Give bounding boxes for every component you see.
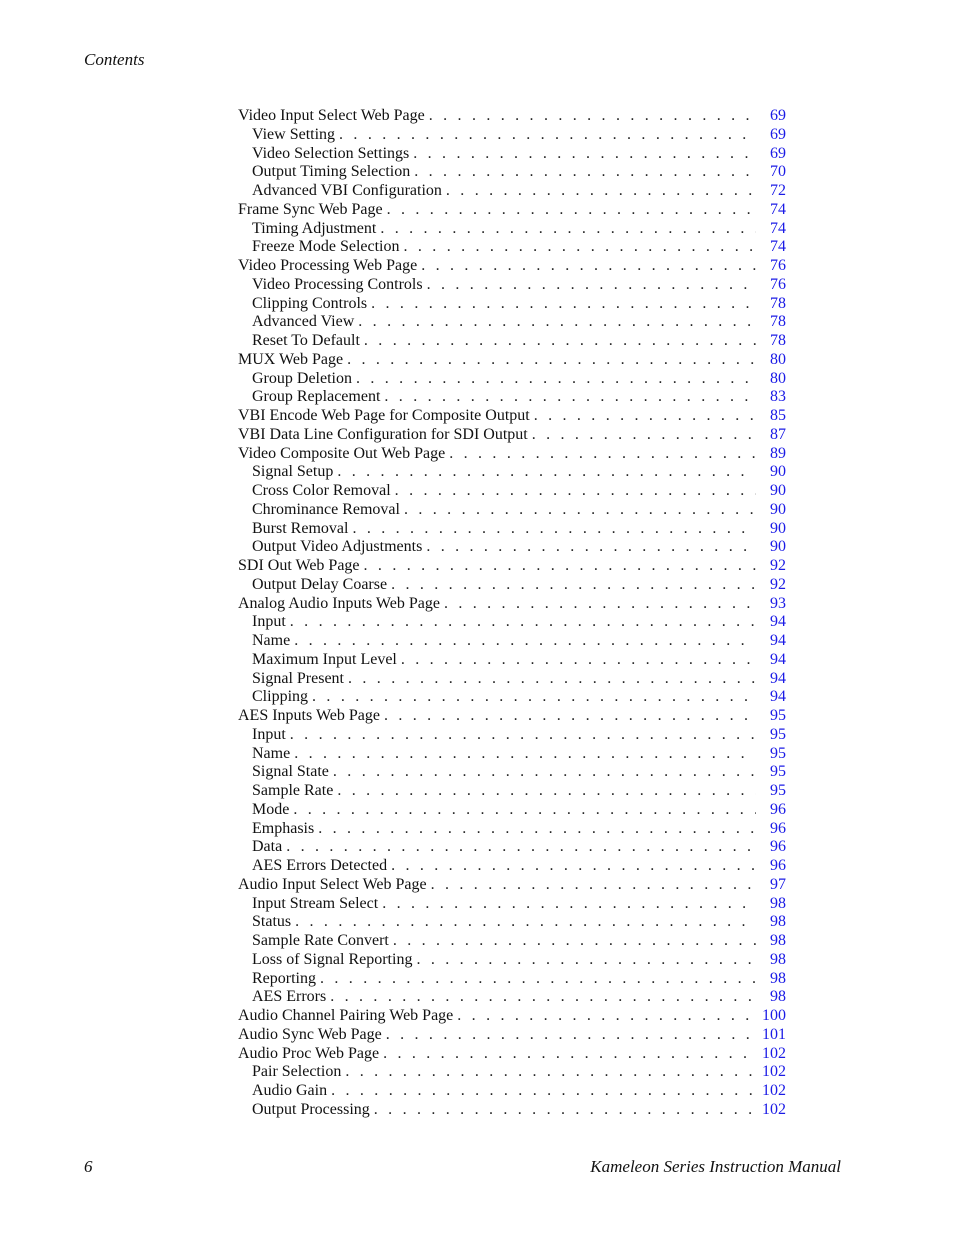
- toc-entry[interactable]: [238, 388, 786, 407]
- toc-entry[interactable]: [238, 745, 786, 764]
- toc-entry-page-link[interactable]: 70: [770, 163, 786, 181]
- toc-entry-page-link[interactable]: 98: [770, 988, 786, 1006]
- toc-entry[interactable]: [238, 276, 786, 295]
- toc-entry-page-link[interactable]: 74: [770, 219, 786, 237]
- dot-leader: [404, 501, 756, 520]
- toc-entry-page-link[interactable]: 97: [770, 875, 786, 893]
- toc-entry[interactable]: [238, 463, 786, 482]
- toc-entry-page-link[interactable]: 83: [770, 388, 786, 406]
- dot-leader: [431, 876, 756, 895]
- toc-entry[interactable]: [238, 1063, 786, 1082]
- toc-entry[interactable]: [238, 220, 786, 239]
- toc-entry[interactable]: [238, 182, 786, 201]
- toc-entry[interactable]: [238, 201, 786, 220]
- toc-entry-title: Group Deletion: [252, 369, 352, 387]
- toc-entry[interactable]: [238, 670, 786, 689]
- toc-entry-title: Sample Rate Convert: [252, 932, 389, 949]
- dot-leader: [413, 145, 756, 164]
- toc-entry-title: Clipping Controls: [252, 294, 368, 312]
- toc-entry[interactable]: [238, 351, 786, 370]
- toc-entry-title: Output Processing: [252, 1100, 370, 1118]
- dot-leader: [286, 838, 756, 857]
- toc-entry-page-link[interactable]: 69: [770, 107, 786, 124]
- dot-leader: [290, 613, 756, 632]
- dot-leader: [391, 857, 756, 876]
- toc-entry[interactable]: [238, 1045, 786, 1064]
- toc-entry-title: Name: [252, 632, 291, 649]
- toc-entry[interactable]: [238, 801, 786, 820]
- dot-leader: [364, 557, 756, 576]
- toc-entry-page-link[interactable]: 102: [762, 1063, 786, 1081]
- toc-entry-page-link[interactable]: 90: [770, 500, 786, 518]
- dot-leader: [337, 782, 756, 801]
- dot-leader: [318, 820, 756, 839]
- dot-leader: [358, 313, 756, 332]
- toc-entry-title: Advanced VBI Configuration: [252, 182, 442, 199]
- dot-leader: [295, 913, 756, 932]
- toc-entry[interactable]: [238, 988, 786, 1007]
- dot-leader: [532, 426, 756, 445]
- toc-entry-title: AES Inputs Web Page: [238, 707, 380, 724]
- table-of-contents: [238, 107, 786, 1120]
- toc-entry-page-link[interactable]: 98: [770, 932, 786, 949]
- dot-leader: [320, 970, 756, 989]
- toc-entry-page-link[interactable]: 72: [770, 182, 786, 199]
- toc-entry-page-link[interactable]: 94: [770, 688, 786, 706]
- toc-entry-title: Advanced View: [252, 313, 355, 331]
- toc-entry-title: Signal Setup: [252, 463, 334, 481]
- toc-entry-page-link[interactable]: 98: [770, 950, 786, 968]
- toc-entry-page-link[interactable]: 87: [770, 425, 786, 443]
- toc-entry[interactable]: [238, 782, 786, 801]
- dot-leader: [380, 220, 756, 239]
- toc-entry[interactable]: [238, 163, 786, 182]
- toc-entry-page-link[interactable]: 69: [770, 125, 786, 143]
- toc-entry-title: Audio Gain: [252, 1082, 328, 1099]
- toc-entry-title: Output Video Adjustments: [252, 538, 423, 556]
- toc-entry[interactable]: [238, 688, 786, 707]
- toc-entry-title: Maximum Input Level: [252, 650, 397, 668]
- dot-leader: [395, 482, 756, 501]
- dot-leader: [345, 1063, 756, 1082]
- toc-entry-page-link[interactable]: 90: [770, 463, 786, 481]
- toc-entry-title: Sample Rate: [252, 782, 334, 799]
- toc-entry-page-link[interactable]: 101: [762, 1025, 786, 1043]
- toc-entry-page-link[interactable]: 98: [770, 913, 786, 931]
- page-number: 6: [84, 1157, 93, 1176]
- dot-leader: [449, 445, 756, 464]
- dot-leader: [446, 182, 756, 201]
- toc-entry-title: Analog Audio Inputs Web Page: [238, 594, 440, 612]
- toc-entry[interactable]: [238, 107, 786, 126]
- dot-leader: [534, 407, 756, 426]
- toc-entry-page-link[interactable]: 95: [770, 763, 786, 781]
- dot-leader: [427, 276, 756, 295]
- dot-leader: [330, 988, 756, 1007]
- dot-leader: [294, 632, 756, 651]
- toc-entry-page-link[interactable]: 76: [770, 257, 786, 274]
- toc-entry-title: Input: [252, 725, 286, 743]
- toc-entry-page-link[interactable]: 95: [770, 744, 786, 762]
- toc-entry[interactable]: [238, 595, 786, 614]
- dot-leader: [384, 388, 756, 407]
- toc-entry[interactable]: [238, 576, 786, 595]
- toc-entry-title: Video Composite Out Web Page: [238, 444, 446, 462]
- toc-entry-page-link[interactable]: 96: [770, 800, 786, 818]
- toc-entry-title: Pair Selection: [252, 1063, 342, 1081]
- toc-entry-page-link[interactable]: 95: [770, 707, 786, 724]
- toc-entry[interactable]: [238, 538, 786, 557]
- toc-entry-title: Audio Input Select Web Page: [238, 875, 427, 893]
- dot-leader: [414, 163, 756, 182]
- toc-entry-title: Loss of Signal Reporting: [252, 950, 413, 968]
- dot-leader: [293, 801, 756, 820]
- toc-entry-page-link[interactable]: 102: [762, 1082, 786, 1099]
- toc-entry-page-link[interactable]: 94: [770, 632, 786, 649]
- toc-entry-title: Video Processing Web Page: [238, 257, 418, 274]
- toc-entry[interactable]: [238, 520, 786, 539]
- dot-leader: [444, 595, 756, 614]
- toc-entry-title: Video Selection Settings: [252, 144, 410, 162]
- toc-entry-title: Signal Present: [252, 669, 344, 687]
- running-header: Contents: [84, 50, 145, 69]
- toc-entry-title: Freeze Mode Selection: [252, 238, 400, 256]
- toc-entry-title: Chrominance Removal: [252, 500, 400, 518]
- toc-entry-page-link[interactable]: 69: [770, 144, 786, 162]
- dot-leader: [371, 295, 756, 314]
- toc-entry-page-link[interactable]: 94: [770, 613, 786, 631]
- dot-leader: [393, 932, 756, 951]
- toc-entry-title: Timing Adjustment: [252, 219, 377, 237]
- toc-entry[interactable]: [238, 970, 786, 989]
- toc-entry-page-link[interactable]: 95: [770, 782, 786, 799]
- toc-entry-page-link[interactable]: 90: [770, 482, 786, 499]
- toc-entry[interactable]: [238, 632, 786, 651]
- toc-entry[interactable]: [238, 707, 786, 726]
- toc-entry-page-link[interactable]: 90: [770, 519, 786, 537]
- toc-entry-title: MUX Web Page: [238, 350, 344, 368]
- dot-leader: [416, 951, 756, 970]
- dot-leader: [404, 238, 757, 257]
- toc-entry[interactable]: [238, 1082, 786, 1101]
- dot-leader: [364, 332, 756, 351]
- toc-entry-title: Name: [252, 744, 291, 762]
- dot-leader: [339, 126, 756, 145]
- toc-entry-title: VBI Data Line Configuration for SDI Output: [238, 425, 528, 443]
- toc-entry-title: VBI Encode Web Page for Composite Output: [238, 407, 530, 424]
- toc-entry-title: Input: [252, 613, 286, 631]
- toc-entry-page-link[interactable]: 98: [770, 969, 786, 987]
- toc-entry-page-link[interactable]: 92: [770, 557, 786, 574]
- toc-entry-title: Reporting: [252, 969, 316, 987]
- toc-entry-title: Output Delay Coarse: [252, 575, 388, 593]
- toc-entry-title: SDI Out Web Page: [238, 557, 360, 574]
- toc-entry-title: Signal State: [252, 763, 329, 781]
- toc-entry-title: Status: [252, 913, 292, 931]
- toc-entry[interactable]: [238, 838, 786, 857]
- toc-entry-page-link[interactable]: 100: [762, 1007, 786, 1024]
- toc-entry[interactable]: [238, 445, 786, 464]
- dot-leader: [387, 201, 756, 220]
- toc-entry[interactable]: [238, 932, 786, 951]
- toc-entry-page-link[interactable]: 96: [770, 838, 786, 856]
- toc-entry-title: AES Errors: [252, 988, 327, 1006]
- dot-leader: [382, 895, 756, 914]
- toc-entry-title: Audio Channel Pairing Web Page: [238, 1007, 454, 1024]
- toc-entry-title: Frame Sync Web Page: [238, 200, 383, 218]
- toc-entry[interactable]: [238, 126, 786, 145]
- toc-entry[interactable]: [238, 482, 786, 501]
- toc-entry[interactable]: [238, 426, 786, 445]
- toc-entry-title: View Setting: [252, 125, 336, 143]
- dot-leader: [333, 763, 756, 782]
- toc-entry-page-link[interactable]: 78: [770, 332, 786, 349]
- toc-entry[interactable]: [238, 257, 786, 276]
- dot-leader: [426, 538, 756, 557]
- dot-leader: [290, 726, 756, 745]
- dot-leader: [312, 688, 756, 707]
- toc-entry[interactable]: [238, 370, 786, 389]
- toc-entry-page-link[interactable]: 96: [770, 819, 786, 837]
- toc-entry-page-link[interactable]: 76: [770, 275, 786, 293]
- toc-entry-page-link[interactable]: 96: [770, 857, 786, 874]
- toc-entry-title: Clipping: [252, 688, 309, 706]
- toc-entry-title: Output Timing Selection: [252, 163, 411, 181]
- dot-leader: [356, 370, 756, 389]
- toc-entry[interactable]: [238, 501, 786, 520]
- toc-entry-page-link[interactable]: 90: [770, 538, 786, 556]
- toc-entry[interactable]: [238, 295, 786, 314]
- dot-leader: [347, 351, 756, 370]
- dot-leader: [386, 1026, 756, 1045]
- toc-entry-page-link[interactable]: 102: [762, 1100, 786, 1118]
- toc-entry[interactable]: [238, 332, 786, 351]
- toc-entry-page-link[interactable]: 89: [770, 444, 786, 462]
- toc-entry-page-link[interactable]: 80: [770, 369, 786, 387]
- toc-entry-page-link[interactable]: 93: [770, 594, 786, 612]
- dot-leader: [337, 463, 756, 482]
- dot-leader: [348, 670, 756, 689]
- toc-entry[interactable]: [238, 876, 786, 895]
- dot-leader: [294, 745, 756, 764]
- toc-entry[interactable]: [238, 557, 786, 576]
- toc-entry[interactable]: [238, 1007, 786, 1026]
- toc-entry[interactable]: [238, 613, 786, 632]
- toc-entry-title: Audio Proc Web Page: [238, 1044, 380, 1062]
- toc-entry[interactable]: [238, 895, 786, 914]
- toc-entry[interactable]: [238, 820, 786, 839]
- toc-entry-title: Video Processing Controls: [252, 275, 423, 293]
- toc-entry[interactable]: [238, 913, 786, 932]
- toc-entry-page-link[interactable]: 95: [770, 725, 786, 743]
- toc-entry-page-link[interactable]: 78: [770, 294, 786, 312]
- toc-entry-title: Emphasis: [252, 819, 315, 837]
- dot-leader: [457, 1007, 756, 1026]
- toc-entry-page-link[interactable]: 80: [770, 350, 786, 368]
- toc-entry[interactable]: [238, 857, 786, 876]
- toc-entry[interactable]: [238, 726, 786, 745]
- toc-entry-title: Mode: [252, 800, 290, 818]
- manual-title: Kameleon Series Instruction Manual: [590, 1157, 841, 1176]
- toc-entry[interactable]: [238, 763, 786, 782]
- toc-entry-title: Cross Color Removal: [252, 482, 391, 499]
- toc-entry[interactable]: [238, 951, 786, 970]
- dot-leader: [331, 1082, 756, 1101]
- toc-entry-page-link[interactable]: 85: [770, 407, 786, 424]
- toc-entry-page-link[interactable]: 74: [770, 200, 786, 218]
- dot-leader: [401, 651, 756, 670]
- toc-entry-page-link[interactable]: 94: [770, 650, 786, 668]
- toc-entry-page-link[interactable]: 98: [770, 894, 786, 912]
- toc-entry-page-link[interactable]: 92: [770, 575, 786, 593]
- dot-leader: [384, 707, 756, 726]
- toc-entry-title: Input Stream Select: [252, 894, 379, 912]
- toc-entry[interactable]: [238, 651, 786, 670]
- dot-leader: [429, 107, 756, 126]
- toc-entry-title: Reset To Default: [252, 332, 360, 349]
- toc-entry[interactable]: [238, 1026, 786, 1045]
- toc-entry-title: Burst Removal: [252, 519, 349, 537]
- toc-entry[interactable]: [238, 1101, 786, 1120]
- toc-entry-page-link[interactable]: 94: [770, 669, 786, 687]
- dot-leader: [391, 576, 756, 595]
- toc-entry[interactable]: [238, 313, 786, 332]
- dot-leader: [421, 257, 756, 276]
- toc-entry-title: Audio Sync Web Page: [238, 1025, 382, 1043]
- dot-leader: [383, 1045, 756, 1064]
- toc-entry-title: AES Errors Detected: [252, 857, 388, 874]
- dot-leader: [374, 1101, 756, 1120]
- toc-entry-title: Data: [252, 838, 283, 856]
- toc-entry-page-link[interactable]: 74: [770, 238, 786, 256]
- toc-entry-title: Video Input Select Web Page: [238, 107, 425, 124]
- toc-entry[interactable]: [238, 238, 786, 257]
- toc-entry-page-link[interactable]: 102: [762, 1044, 786, 1062]
- toc-entry-page-link[interactable]: 78: [770, 313, 786, 331]
- dot-leader: [352, 520, 756, 539]
- toc-entry[interactable]: [238, 145, 786, 164]
- toc-entry-title: Group Replacement: [252, 388, 381, 406]
- toc-entry[interactable]: [238, 407, 786, 426]
